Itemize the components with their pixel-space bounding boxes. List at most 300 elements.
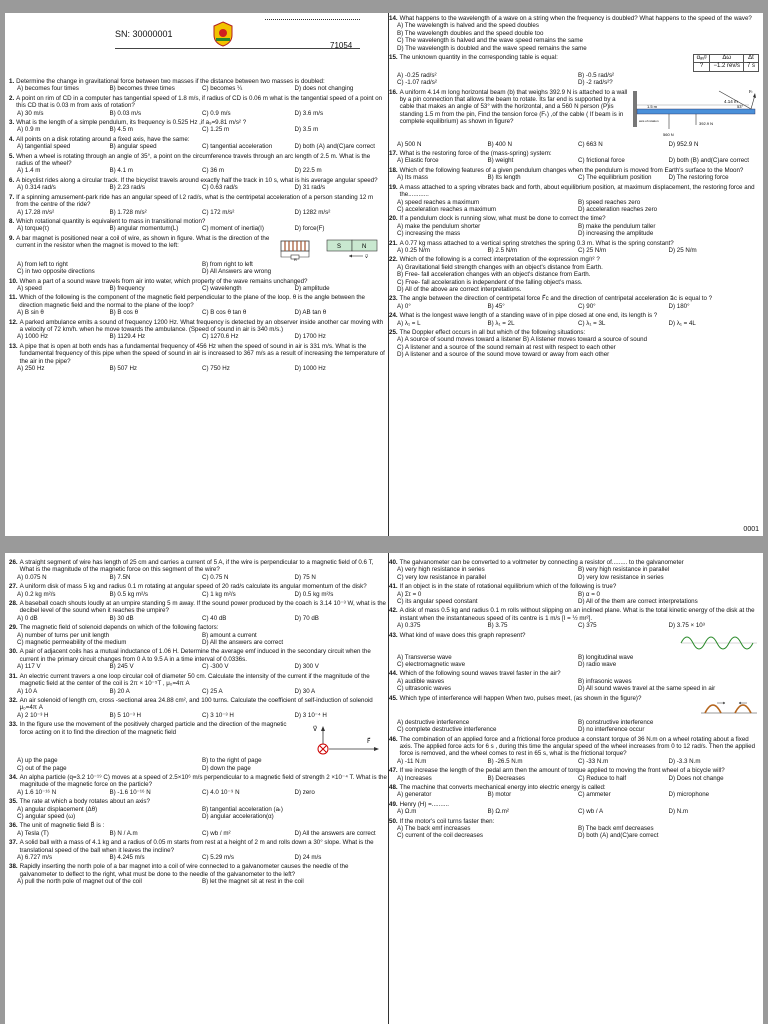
answer-option-b[interactable]: B) longitudinal wave xyxy=(578,653,634,661)
answer-option-c[interactable]: C) 5.29 m/s xyxy=(202,854,234,861)
answer-option-d[interactable]: D) 22.5 m xyxy=(294,167,322,175)
answer-options xyxy=(389,199,759,214)
answer-option-a[interactable]: A) 1.6 10⁻¹⁶ N xyxy=(17,788,57,796)
question-number: 13. xyxy=(9,342,18,350)
answer-option-a[interactable]: A) 0.075 N xyxy=(17,573,47,581)
question-number: 20. xyxy=(389,215,398,223)
question-16 xyxy=(389,89,759,148)
question-number: 27. xyxy=(9,583,18,591)
question-19 xyxy=(389,184,759,214)
answer-option-b[interactable]: B) Its length xyxy=(487,174,521,182)
question-number: 8. xyxy=(9,217,15,225)
question-stem: In the figure use the movement of the positively charged particle and the direction of the magnetic force acting on it to find the direction of the magnetic field xyxy=(19,721,287,736)
answer-option-d[interactable]: D) angular acceleration(α) xyxy=(202,812,274,820)
question-number: 11. xyxy=(9,294,18,302)
answer-option-a[interactable]: A) up the page xyxy=(17,757,58,765)
answer-options xyxy=(389,791,759,798)
exam-page-2 xyxy=(5,553,763,1024)
answer-option-b[interactable]: B) -26.5 N.m xyxy=(487,757,523,765)
answer-option-c[interactable]: C) λ₁ = 3L xyxy=(578,319,606,327)
answer-option-c[interactable]: C) The equilibrium position xyxy=(578,174,652,182)
answer-option-d[interactable]: D) 30 A xyxy=(294,687,316,695)
answer-option-c[interactable]: C) The wavelength is halved and the wave speed remains the same xyxy=(397,37,583,45)
answer-option-c[interactable]: C) 1270.6 Hz xyxy=(202,333,239,341)
answer-option-b[interactable]: B) frequency xyxy=(109,284,145,292)
answer-option-c[interactable]: C) tangential acceleration xyxy=(202,143,273,151)
question-42 xyxy=(389,607,759,629)
answer-option-b[interactable]: B) 2.23 rad/s xyxy=(109,184,145,192)
answer-option-a[interactable]: A) 30 m/s xyxy=(17,109,44,117)
question-number: 37. xyxy=(9,839,18,847)
answer-options xyxy=(389,22,759,52)
question-number: 19. xyxy=(389,183,398,191)
question-26 xyxy=(9,559,387,581)
answer-option-a[interactable]: A) 0° xyxy=(397,302,411,310)
question-number: 36. xyxy=(9,822,18,830)
answer-option-d[interactable]: D) very low resistance in series xyxy=(578,573,664,581)
answer-option-c[interactable]: C) ultrasonic waves xyxy=(397,685,451,693)
answer-option-b[interactable]: B) 3.75 xyxy=(487,622,508,630)
question-stem: A mass attached to a spring vibrates back and forth, about equilibrium position, at maximum displacement, the restoring force and the............ xyxy=(399,183,755,199)
answer-option-a[interactable]: A) Increases xyxy=(397,774,432,782)
answer-option-a[interactable]: A) 0.314 rad/s xyxy=(17,184,56,192)
answer-option-a[interactable]: A) A source of sound moves toward a listener B) A listener moves toward a source of sound xyxy=(397,336,648,344)
answer-option-b[interactable]: B) B cos θ xyxy=(109,309,139,317)
answer-option-a[interactable]: A) Ω.m xyxy=(397,808,417,816)
answer-option-d[interactable]: D) both (A) and(C)are correct xyxy=(294,143,375,151)
answer-option-b[interactable]: B) 1.728 m/s² xyxy=(109,208,147,216)
answer-option-b[interactable]: B) angular speed xyxy=(109,143,157,151)
answer-option-c[interactable]: C) becomes ¼ xyxy=(202,85,243,93)
answer-option-d[interactable]: D) 180° xyxy=(668,302,690,310)
answer-option-b[interactable]: B) very high resistance in parallel xyxy=(578,566,670,574)
answer-option-d[interactable]: D) does not changing xyxy=(294,85,354,93)
answer-options xyxy=(389,336,759,358)
answer-option-c[interactable]: C) Free- fall acceleration is independent of the falling object's mass. xyxy=(397,278,583,286)
question-stem: A 0.77 kg mass attached to a vertical spring stretches the spring 0.3 m. What is the spring constant? xyxy=(399,239,674,247)
question-7 xyxy=(9,194,387,216)
question-stem: A parked ambulance emits a sound of frequency 1200 Hz. What frequency is detected by an observer inside another car moving with a velocity of 72 km/h. when he move towards the ambulance. (Speed of sound in air is 340 m/s.) xyxy=(19,318,384,333)
answer-option-b[interactable]: B) λ₁ = 2L xyxy=(487,319,515,327)
answer-option-b[interactable]: B) infrasonic waves xyxy=(578,677,632,685)
answer-option-c[interactable]: C) B cos θ tan θ xyxy=(202,309,247,317)
answer-option-a[interactable]: A) 17.28 m/s² xyxy=(17,208,55,216)
angular-quantities-table xyxy=(693,54,759,72)
question-13 xyxy=(9,343,387,373)
question-stem: Which of the following is a correct interpretation of the expression mg/r² ? xyxy=(399,256,600,264)
pulses-figure xyxy=(699,695,759,719)
table-header-delta-t: Δt xyxy=(743,55,758,63)
answer-option-b[interactable]: B) Ω.m² xyxy=(487,808,509,816)
answer-option-d[interactable]: D) AB tan θ xyxy=(294,309,327,317)
question-2 xyxy=(9,95,387,117)
answer-option-a[interactable]: A) 1.4 m xyxy=(17,167,41,175)
answer-option-a[interactable]: A) λ₁ = L xyxy=(397,319,421,327)
answer-option-c[interactable]: D) A listener and a source of the sound move toward or away from each other xyxy=(397,351,610,359)
answer-options xyxy=(9,143,387,150)
question-number: 34. xyxy=(9,773,18,781)
question-stem: A pipe that is open at both ends has a fundamental frequency of 456 Hz when the speed of sound in air is 331 m/s. What is the fundamental frequency of this pipe when the speed of sound in air is increased to 367 m/s as a result of increasing the temperature of the air in the pipe? xyxy=(19,342,385,365)
answer-option-a[interactable]: A) 0.2 kg m²/s xyxy=(17,590,56,598)
answer-option-c[interactable]: C) -33 N.m xyxy=(578,757,609,765)
answer-option-d[interactable]: D) radio wave xyxy=(578,661,617,669)
answer-option-b[interactable]: B) weight xyxy=(487,157,514,165)
question-3 xyxy=(9,119,387,134)
answer-option-b[interactable]: B) amount a current xyxy=(202,631,257,639)
question-1 xyxy=(9,78,387,93)
answer-option-a[interactable]: A) 250 Hz xyxy=(17,365,45,372)
answer-option-a[interactable]: A) from left to right xyxy=(17,260,68,268)
answer-option-c[interactable]: C) out of the page xyxy=(17,764,67,772)
answer-option-c[interactable]: C) 663 N xyxy=(578,140,603,148)
answer-option-c[interactable]: C) Reduce to half xyxy=(578,774,627,782)
answer-option-b[interactable]: B) 0.5 kg m²/s xyxy=(109,590,149,598)
answer-option-d[interactable]: D) force(F) xyxy=(294,225,325,233)
question-21 xyxy=(389,240,759,255)
answer-option-b[interactable]: B) make the pendulum taller xyxy=(578,222,656,230)
answer-option-a[interactable]: A) 500 N xyxy=(397,140,422,148)
answer-option-b[interactable]: B) 507 Hz xyxy=(109,365,138,372)
answer-option-a[interactable]: A) audible waves xyxy=(397,677,445,685)
answer-option-d[interactable]: D) 952.9 N xyxy=(668,140,699,148)
answer-option-d[interactable]: D) All of the above are correct interpretations. xyxy=(397,285,522,293)
question-stem: A baseball coach shouts loudly at an umpire standing 5 m away. If the sound power produced by the coach is 3.14 10⁻³ W, what is the decibel level of the sound when it reaches the umpire? xyxy=(19,600,386,615)
answer-option-b[interactable]: B) let the magnet sit at rest in the coil xyxy=(202,878,304,886)
answer-options xyxy=(389,591,759,606)
answer-option-a[interactable]: A) 10 A xyxy=(17,687,38,695)
question-stem: Henry (H) =.......... xyxy=(399,800,449,808)
question-number: 17. xyxy=(389,150,398,158)
question-number: 32. xyxy=(9,696,18,704)
question-46 xyxy=(389,736,759,766)
answer-option-b[interactable]: B) 5 10⁻³ H xyxy=(109,711,141,719)
answer-option-b[interactable]: B) Free- fall acceleration changes with an object's distance from Earth. xyxy=(397,271,591,279)
answer-options xyxy=(9,225,387,232)
question-number: 45. xyxy=(389,694,398,702)
answer-option-a[interactable]: A) Tesla (T) xyxy=(17,829,49,837)
answer-option-a[interactable]: A) becomes four times xyxy=(17,85,79,93)
answer-option-a[interactable]: A) Its mass xyxy=(397,174,428,182)
answer-option-d[interactable]: D) All Answers are wrong xyxy=(202,268,272,276)
answer-option-c[interactable]: C) 375 xyxy=(578,622,597,630)
question-31 xyxy=(9,673,387,695)
answer-options xyxy=(9,830,387,837)
answer-option-c[interactable]: C) wb / m² xyxy=(202,829,231,837)
answer-options xyxy=(9,85,387,92)
answer-option-d[interactable]: D) -2 rad/s²? xyxy=(578,79,613,87)
answer-option-a[interactable]: A) make the pendulum shorter xyxy=(397,222,481,230)
table-header-delta-omega: Δω xyxy=(710,55,744,63)
beam-weight-label: 392.9 N xyxy=(699,120,714,126)
answer-option-c[interactable]: C) -1.07 rad/s² xyxy=(397,79,437,87)
left-column-questions xyxy=(9,78,387,533)
question-number: 12. xyxy=(9,318,18,326)
answer-option-a[interactable]: A) The wavelength is halved and the speed doubles xyxy=(397,22,539,30)
answer-options xyxy=(9,632,387,647)
answer-option-d[interactable]: D) microphone xyxy=(668,791,710,799)
question-stem: What is the longest wave length of a standing wave of in pipe closed at one end, its length is ? xyxy=(399,312,658,320)
answer-option-b[interactable]: B) becomes three times xyxy=(109,85,175,93)
answer-option-d[interactable]: D) amplitude xyxy=(294,284,330,292)
answer-option-b[interactable]: B) 0.03 m/s xyxy=(109,109,142,117)
question-stem: The rate at which a body rotates about an axis? xyxy=(19,798,150,806)
answer-option-c[interactable]: C) 4.0 10⁻⁹ N xyxy=(202,788,240,796)
answer-option-b[interactable]: B) 20 A xyxy=(109,687,130,695)
answer-option-b[interactable]: B) angular momentum(L) xyxy=(109,225,179,233)
answer-option-b[interactable]: B) Decreases xyxy=(487,774,525,782)
person-weight-label: 560 N xyxy=(663,131,674,137)
question-33 xyxy=(9,721,387,772)
answer-option-a[interactable]: A) B sin θ xyxy=(17,309,44,317)
answer-option-b[interactable]: B) tangential acceleration (aₜ) xyxy=(202,805,283,813)
answer-option-a[interactable]: A) The back emf increases xyxy=(397,824,471,832)
question-stem: A disk of mass 0.5 kg and radius 0.1 m rolls without slipping on an inclined plane. What is the total kinetic energy of the disk at the instant when the instantaneous speed of its centre is 1 m/s [I = ½ mr²]. xyxy=(399,607,755,622)
answer-option-a[interactable]: A) destructive interference xyxy=(397,718,470,726)
answer-option-d[interactable]: D) All of the them are correct interpretations xyxy=(578,598,698,606)
answer-option-a[interactable]: A) Στ = 0 xyxy=(397,590,422,598)
answer-option-d[interactable]: D) All the answers are correct xyxy=(202,639,284,647)
answer-option-a[interactable]: A) 0.9 m xyxy=(17,126,41,134)
answer-option-c[interactable]: C) 90° xyxy=(578,302,596,310)
answer-option-c[interactable]: C) frictional force xyxy=(578,157,625,165)
answer-option-a[interactable]: A) 1000 Hz xyxy=(17,333,48,341)
answer-option-c[interactable]: C) -300 V xyxy=(202,663,229,671)
question-number: 6. xyxy=(9,176,15,184)
answer-option-a[interactable]: A) 2 10⁻³ H xyxy=(17,711,49,719)
answer-option-c[interactable]: C) complete destructive interference xyxy=(397,726,497,734)
answer-option-d[interactable]: D) -3.3 N.m xyxy=(668,757,701,765)
answer-option-c[interactable]: C) its angular speed constant xyxy=(397,598,478,606)
question-number: 16. xyxy=(389,88,398,96)
answer-option-c[interactable]: C) 1.25 m xyxy=(202,126,230,134)
answer-option-b[interactable]: B) -0.5 rad/s² xyxy=(578,71,615,79)
answer-option-a[interactable]: A) Transverse wave xyxy=(397,653,452,661)
answer-option-b[interactable]: B) α = 0 xyxy=(578,590,600,598)
question-18 xyxy=(389,167,759,182)
answer-option-a[interactable]: A) -11 N.m xyxy=(397,757,427,765)
answer-option-c[interactable]: C) ammeter xyxy=(578,791,611,799)
answer-option-b[interactable]: C) A listener and a source of the sound remain at rest with respect to each other xyxy=(397,343,616,351)
answer-options xyxy=(9,167,387,174)
answer-option-c[interactable]: C) 3 10⁻³ H xyxy=(202,711,234,719)
question-49 xyxy=(389,801,759,816)
answer-option-c[interactable]: C) moment of inertia(I) xyxy=(202,225,264,233)
answer-option-d[interactable]: D) 1282 m/s² xyxy=(294,208,331,216)
answer-option-c[interactable]: C) current of the coil decreases xyxy=(397,832,483,840)
answer-option-c[interactable]: C) magnetic permeability of the medium xyxy=(17,639,127,647)
question-number: 29. xyxy=(9,624,18,632)
answer-option-b[interactable]: B) constructive interference xyxy=(578,718,654,726)
question-stem: The combination of an applied force and a frictional force produce a constant torque of 36 N.m on a wheel rotating about a fixed axis. The applied force acts for 6 s , during this time the angular speed of the wheel increases from 0 to 12 rad/s. Then the applied force is removed, and the wheel comes to rest in 65 s, what is the frictional torque? xyxy=(399,735,756,758)
answer-option-a[interactable]: A) 117 V xyxy=(17,663,41,671)
answer-option-b[interactable]: B) The back emf decreases xyxy=(578,824,654,832)
answer-option-c[interactable]: C) in two opposite directions xyxy=(17,268,95,276)
answer-option-a[interactable]: A) angular displacement (Δθ) xyxy=(17,805,98,813)
question-41 xyxy=(389,583,759,605)
question-stem: A uniform 4.14 m long horizontal beam (b) that weighs 392.9 N is attached to a wall by a pin connection that allows the beam to rotate. Its far end is supported by a cable that makes an angle of 53° with the horizontal, and a 560 N person (P)is standing 1.5 m from the pin, Find the tension force (Fₜ) ,of the cable ( If beam is in complete equilibrium) as shown in figure? xyxy=(399,88,628,126)
answer-option-b[interactable]: B) N / A.m xyxy=(109,829,138,837)
question-number: 22. xyxy=(389,256,398,264)
answer-option-d[interactable]: D) increasing the amplitude xyxy=(578,230,654,238)
bar-magnet-icon xyxy=(327,240,377,251)
answer-option-a[interactable]: A) 0 dB xyxy=(17,614,38,622)
answer-option-c[interactable]: C) 0.9 m/s xyxy=(202,109,231,117)
answer-option-b[interactable]: B) 45° xyxy=(487,302,505,310)
answer-options xyxy=(9,333,387,340)
answer-options xyxy=(9,615,387,622)
question-number: 41. xyxy=(389,583,398,591)
answer-option-b[interactable]: B) 7.5N xyxy=(109,573,131,581)
answer-option-d[interactable]: D) N.m xyxy=(668,808,689,816)
magnet-south-label: S xyxy=(337,243,342,250)
answer-option-d[interactable]: D) no interference occur xyxy=(578,726,645,734)
beam-length-label: 4.14 m xyxy=(724,98,738,104)
answer-option-a[interactable]: A) tangential speed xyxy=(17,143,71,151)
answer-option-a[interactable]: A) 0.375 xyxy=(397,622,421,630)
question-34 xyxy=(9,774,387,796)
answer-option-c[interactable]: C) 1 kg m²/s xyxy=(202,590,236,598)
answer-option-d[interactable]: D) zero xyxy=(294,788,315,796)
question-9 xyxy=(9,235,387,276)
question-stem: A point on rim of CD in a computer has tangential speed of 1.8 m/s, if radius of CD is 0.06 m what is the tangential speed of a point on this CD that is 0.03 m from axis of rotation? xyxy=(16,94,383,110)
answer-option-d[interactable]: D) 70 dB xyxy=(294,614,319,622)
answer-option-d[interactable]: D) 0.5 kg m²/s xyxy=(294,590,334,598)
answer-option-d[interactable]: D) λ₁ = 4L xyxy=(668,319,696,327)
answer-option-c[interactable]: C) 40 dB xyxy=(202,614,227,622)
answer-option-b[interactable]: B) speed reaches zero xyxy=(578,198,641,206)
answer-option-a[interactable]: A) 0.25 N/m xyxy=(397,246,431,254)
magnet-coil-figure xyxy=(277,235,387,261)
answer-option-c[interactable]: C) 36 m xyxy=(202,167,225,175)
answer-option-d[interactable]: D) 24 m/s xyxy=(294,854,322,861)
answer-option-d[interactable]: D) 31 rad/s xyxy=(294,184,326,192)
question-stem: The machine that converts mechanical energy into electric energy is called: xyxy=(399,783,606,791)
answer-option-b[interactable]: B) from right to left xyxy=(202,260,253,268)
question-number: 47. xyxy=(389,767,398,775)
answer-option-c[interactable]: C) 0.63 rad/s xyxy=(202,184,238,192)
answer-option-a[interactable]: A) speed xyxy=(17,284,42,292)
answer-options xyxy=(9,591,387,598)
force-label: F⃗ xyxy=(367,739,371,746)
question-stem: Which type of interference will happen When two, pulses meet, (as shown in the figure)? xyxy=(399,694,642,702)
answer-option-a[interactable]: A) -0.25 rad/s² xyxy=(397,71,437,79)
answer-option-c[interactable]: C) 750 Hz xyxy=(202,365,230,372)
answer-option-d[interactable]: D) All sound waves travel at the same speed in air xyxy=(578,685,716,693)
question-37 xyxy=(9,839,387,861)
question-5 xyxy=(9,153,387,175)
answer-option-a[interactable]: A) pull the north pole of magnet out of the coil xyxy=(17,878,142,886)
answer-option-d[interactable]: D) 1000 Hz xyxy=(294,365,326,372)
answer-option-d[interactable]: D) 75 N xyxy=(294,573,316,581)
question-stem: What is the length of a simple pendulum, its frequency is 0.525 Hz ,if a₉=9.81 m/s² ? xyxy=(16,119,247,127)
answer-option-d[interactable]: D) 3.6 m/s xyxy=(294,109,324,117)
answer-option-c[interactable]: C) angular speed (ω) xyxy=(17,812,76,820)
answer-option-b[interactable]: B) to the right of page xyxy=(202,757,262,765)
answer-option-b[interactable]: B) The wavelength doubles and the speed double too xyxy=(397,29,544,37)
question-stem: The Doppler effect occurs in all but which of the following situations: xyxy=(399,329,586,336)
answer-option-d[interactable]: D) 25 N/m xyxy=(668,246,697,254)
answer-option-c[interactable]: C) 25 N/m xyxy=(578,246,607,254)
answer-option-d[interactable]: D) both (B) and(C)are correct xyxy=(668,157,749,165)
answer-option-c[interactable]: C) acceleration reaches a maximum xyxy=(397,205,497,213)
answer-option-d[interactable]: D) 1700 Hz xyxy=(294,333,326,341)
question-number: 30. xyxy=(9,648,18,656)
answer-option-d[interactable]: D) down the page xyxy=(202,764,251,772)
answer-option-b[interactable]: B) -1.6 10⁻¹⁶ N xyxy=(109,788,151,796)
answer-option-d[interactable]: D) Does not change xyxy=(668,774,724,782)
answer-options xyxy=(389,223,759,238)
answer-option-d[interactable]: D) The wavelength is doubled and the wave speed remains the same xyxy=(397,44,587,52)
answer-option-b[interactable]: B) 1129.4 Hz xyxy=(109,333,146,341)
answer-option-d[interactable]: D) All the answers are correct xyxy=(294,829,376,837)
answer-option-a[interactable]: A) number of turns per unit length xyxy=(17,631,110,639)
question-4 xyxy=(9,136,387,151)
answer-option-b[interactable]: B) 245 V xyxy=(109,663,134,671)
answer-option-a[interactable]: A) 6.727 m/s xyxy=(17,854,53,861)
question-20 xyxy=(389,215,759,237)
emblem-icon xyxy=(212,21,234,47)
question-11 xyxy=(9,294,387,316)
answer-option-c[interactable]: C) electromagnetic wave xyxy=(397,661,466,669)
resistor-label: R xyxy=(294,256,297,261)
answer-option-c[interactable]: C) 25 A xyxy=(202,687,223,695)
answer-option-b[interactable]: B) 2.5 N/m xyxy=(487,246,518,254)
answer-option-d[interactable]: D) acceleration reaches zero xyxy=(578,205,658,213)
answer-option-d[interactable]: D) The restoring force xyxy=(668,174,729,182)
answer-option-d[interactable]: D) 3.5 m xyxy=(294,126,319,134)
question-number: 35. xyxy=(9,798,18,806)
question-40 xyxy=(389,559,759,581)
answer-option-d[interactable]: D) 300 V xyxy=(294,663,319,671)
question-number: 14. xyxy=(389,15,398,22)
answer-option-a[interactable]: A) generator xyxy=(397,791,432,799)
answer-option-a[interactable]: A) very high resistance in series xyxy=(397,566,485,574)
question-number: 23. xyxy=(389,295,398,303)
question-6 xyxy=(9,177,387,192)
answer-option-a[interactable]: A) speed reaches a maximum xyxy=(397,198,480,206)
wall-icon xyxy=(633,91,637,127)
exam-page-1 xyxy=(5,13,763,536)
question-stem: A pair of adjacent coils has a mutual inductance of 1.06 H. Determine the average emf induced in the secondary circuit when the current in the primary circuit changes from 0 A to 9.5 A in a time interval of 0.0336s. xyxy=(19,648,371,663)
question-stem: The angle between the direction of centripetal force F⃗c and the direction of centripetal acceleration a⃗c is equal to ? xyxy=(399,295,713,303)
answer-option-b[interactable]: B) 4.5 m xyxy=(109,126,133,134)
answer-option-b[interactable]: B) motor xyxy=(487,791,512,799)
answer-option-c[interactable]: C) 172 m/s² xyxy=(202,208,235,216)
exam-code: 71054 xyxy=(330,41,353,50)
answer-option-d[interactable]: D) 3.75 × 10³ xyxy=(668,622,705,630)
person-distance-label: 1.5 m xyxy=(647,103,658,109)
answer-option-d[interactable]: D) 3 10⁻⁴ H xyxy=(294,711,327,719)
answer-option-b[interactable]: B) 4.245 m/s xyxy=(109,854,145,861)
answer-option-c[interactable]: C) 0.75 N xyxy=(202,573,229,581)
answer-option-a[interactable]: A) Gravitational field strength changes with an object's distance from Earth. xyxy=(397,263,603,271)
question-stem: A straight segment of wire has length of 25 cm and carries a current of 5 A, if the wire is perpendicular to a magnetic field of 0.6 T, What is the magnitude of the magnetic force on this segment of the wire? xyxy=(19,559,374,574)
answer-options xyxy=(9,574,387,581)
answer-option-b[interactable]: B) 400 N xyxy=(487,140,512,148)
answer-option-a[interactable]: A) torque(τ) xyxy=(17,225,50,233)
question-17 xyxy=(389,150,759,165)
answer-option-b[interactable]: B) 4.1 m xyxy=(109,167,133,175)
table-cell-alpha: ? xyxy=(693,63,710,71)
answer-option-c[interactable]: C) wavelength xyxy=(202,284,242,292)
answer-option-c[interactable]: C) increasing the mass xyxy=(397,230,461,238)
answer-option-c[interactable]: C) very low resistance in parallel xyxy=(397,573,487,581)
answer-option-b[interactable]: B) 30 dB xyxy=(109,614,134,622)
answer-option-c[interactable]: C) wb / A xyxy=(578,808,604,816)
answer-option-d[interactable]: D) both (A) and(C)are correct xyxy=(578,832,659,840)
answer-option-a[interactable]: A) Elastic force xyxy=(397,157,439,165)
question-number: 2. xyxy=(9,94,15,102)
